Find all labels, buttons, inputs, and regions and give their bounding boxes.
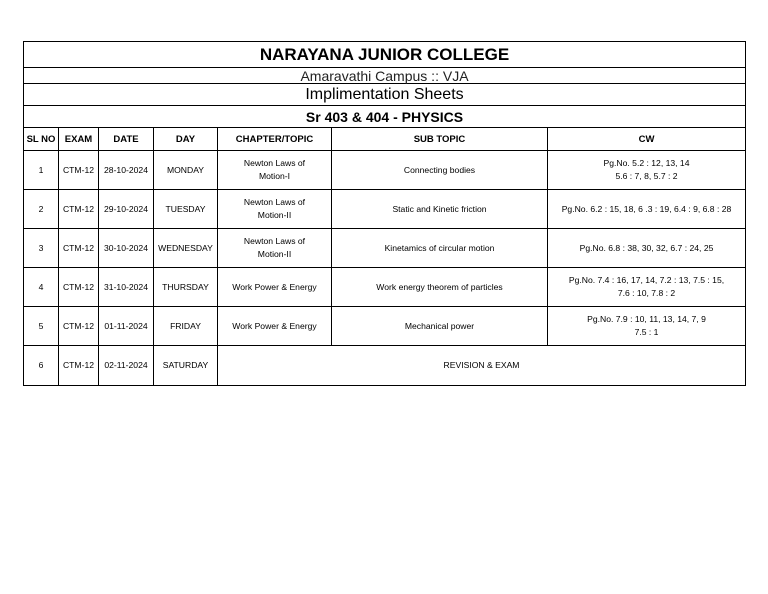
cell-date: 28-10-2024 — [99, 151, 154, 190]
cw-line-1: Pg.No. 7.9 : 10, 11, 13, 14, 7, 9 — [587, 314, 706, 324]
cell-date: 30-10-2024 — [99, 229, 154, 268]
cell-day: TUESDAY — [154, 190, 218, 229]
cw-line-2: 7.6 : 10, 7.8 : 2 — [617, 288, 676, 298]
subject-line: Sr 403 & 404 - PHYSICS — [24, 106, 746, 128]
cell-cw — [548, 229, 746, 268]
chapter-line-2: Motion-II — [257, 210, 292, 220]
col-header-chapter: CHAPTER/TOPIC — [218, 128, 332, 151]
cell-chapter — [218, 229, 332, 268]
cell-sl-no: 3 — [24, 229, 59, 268]
cell-day: THURSDAY — [154, 268, 218, 307]
col-header-sub-topic: SUB TOPIC — [332, 128, 548, 151]
cell-chapter — [218, 268, 332, 307]
cell-sub-topic: Kinetamics of circular motion — [332, 229, 548, 268]
sheet-title: Implimentation Sheets — [24, 84, 746, 106]
cell-chapter — [218, 151, 332, 190]
col-header-exam: EXAM — [59, 128, 99, 151]
cell-exam: CTM-12 — [59, 346, 99, 386]
cw-line-2: 7.5 : 1 — [634, 327, 659, 337]
cell-sub-topic: Mechanical power — [332, 307, 548, 346]
cell-cw — [548, 268, 746, 307]
cell-sl-no: 2 — [24, 190, 59, 229]
cw-line-1: Pg.No. 5.2 : 12, 13, 14 — [603, 158, 690, 168]
cw-line-2: 5.6 : 7, 8, 5.7 : 2 — [615, 171, 678, 181]
table-row — [24, 229, 746, 268]
col-header-date: DATE — [99, 128, 154, 151]
cell-exam: CTM-12 — [59, 307, 99, 346]
table-row — [24, 190, 746, 229]
cell-exam: CTM-12 — [59, 268, 99, 307]
cell-cw — [548, 307, 746, 346]
schedule-table — [23, 41, 746, 386]
cell-day: WEDNESDAY — [154, 229, 218, 268]
cell-date: 02-11-2024 — [99, 346, 154, 386]
college-name: NARAYANA JUNIOR COLLEGE — [24, 42, 746, 68]
col-header-cw: CW — [548, 128, 746, 151]
cell-sub-topic: Work energy theorem of particles — [332, 268, 548, 307]
chapter-line-2: Motion-II — [257, 249, 292, 259]
chapter-line-1: Work Power & Energy — [232, 281, 317, 292]
revision-exam-cell: REVISION & EXAM — [218, 346, 746, 386]
chapter-line-2: Motion-I — [258, 171, 291, 181]
cell-sl-no: 5 — [24, 307, 59, 346]
cell-date: 31-10-2024 — [99, 268, 154, 307]
cell-cw — [548, 190, 746, 229]
table-row — [24, 346, 746, 386]
cell-exam: CTM-12 — [59, 190, 99, 229]
chapter-line-1: Work Power & Energy — [232, 320, 317, 331]
cw-line-1: Pg.No. 7.4 : 16, 17, 14, 7.2 : 13, 7.5 : 15, — [568, 275, 725, 285]
table-row — [24, 307, 746, 346]
cell-exam: CTM-12 — [59, 151, 99, 190]
table-row — [24, 268, 746, 307]
cell-sl-no: 6 — [24, 346, 59, 386]
col-header-sl-no: SL NO — [24, 128, 59, 151]
campus-name: Amaravathi Campus :: VJA — [24, 68, 746, 84]
implementation-sheet — [23, 41, 745, 386]
cell-cw — [548, 151, 746, 190]
chapter-line-1: Newton Laws of — [243, 158, 306, 168]
cell-date: 29-10-2024 — [99, 190, 154, 229]
cell-day: FRIDAY — [154, 307, 218, 346]
cell-sl-no: 1 — [24, 151, 59, 190]
cell-day: SATURDAY — [154, 346, 218, 386]
cell-sub-topic: Static and Kinetic friction — [332, 190, 548, 229]
cell-exam: CTM-12 — [59, 229, 99, 268]
cw-line-1: Pg.No. 6.8 : 38, 30, 32, 6.7 : 24, 25 — [579, 242, 714, 253]
chapter-line-1: Newton Laws of — [243, 236, 306, 246]
cell-sub-topic: Connecting bodies — [332, 151, 548, 190]
cell-sl-no: 4 — [24, 268, 59, 307]
cell-date: 01-11-2024 — [99, 307, 154, 346]
table-row — [24, 151, 746, 190]
chapter-line-1: Newton Laws of — [243, 197, 306, 207]
cw-line-1: Pg.No. 6.2 : 15, 18, 6 .3 : 19, 6.4 : 9, 6.8 : 28 — [561, 203, 732, 214]
cell-chapter — [218, 307, 332, 346]
column-header-row — [24, 128, 746, 151]
col-header-day: DAY — [154, 128, 218, 151]
cell-chapter — [218, 190, 332, 229]
cell-day: MONDAY — [154, 151, 218, 190]
